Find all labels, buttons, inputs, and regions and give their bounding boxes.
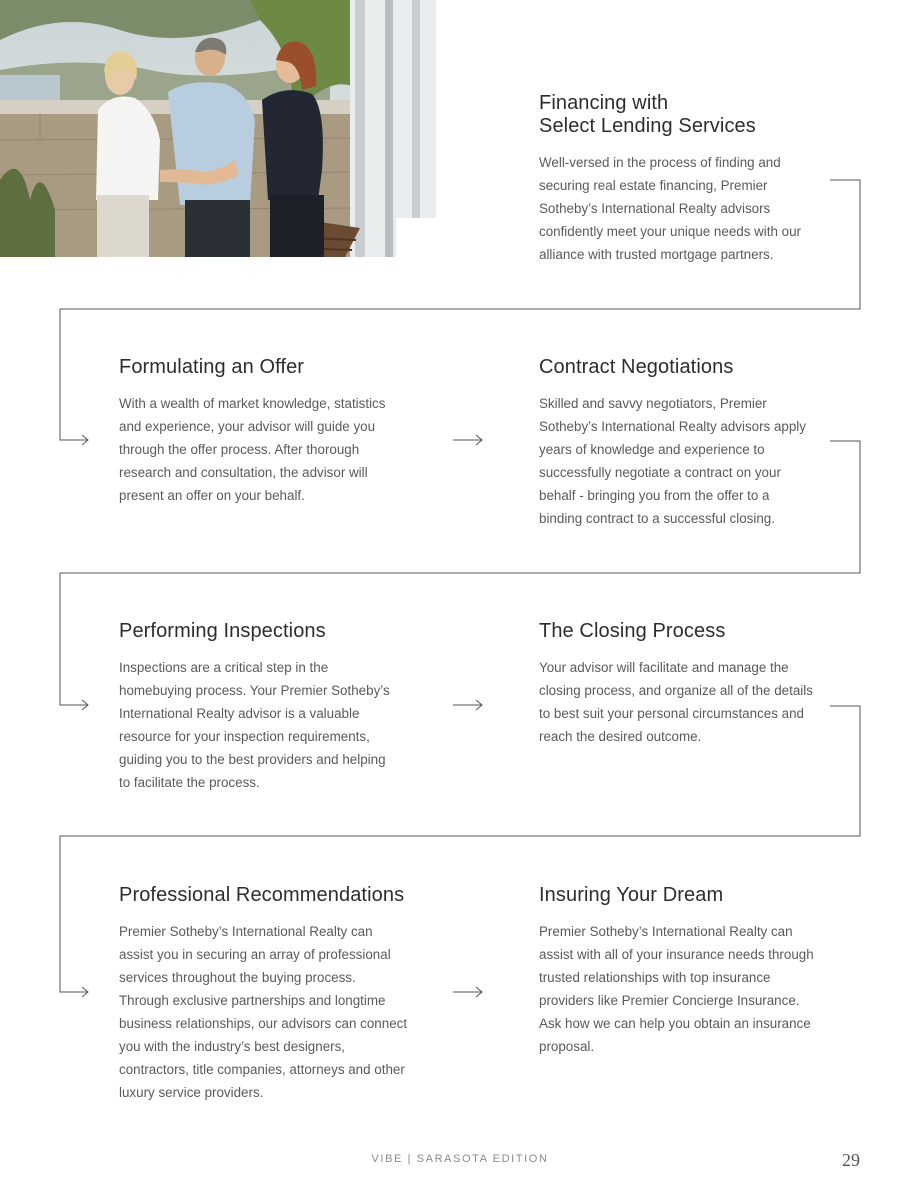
section-title: [539, 92, 829, 138]
arrow-right-icon: [82, 987, 88, 997]
section-professional-recommendations: [119, 884, 409, 1104]
section-performing-inspections: [119, 620, 394, 794]
arrow-right-icon: [82, 700, 88, 710]
section-title: Professional Recommendations: [119, 884, 405, 906]
section-body: Skilled and savvy negotiators, Premier Sotheby’s International Realty advisors apply years of knowledge and experience to successfully negotiate a contract on your behalf - bringing you from the offer to a binding contract to a successful closing.: [539, 396, 806, 526]
section-body: Well-versed in the process of finding and securing real estate financing, Premier Sotheby’s International Realty advisors confidently meet your unique needs with our alliance with trusted mortgage partners.: [539, 155, 802, 262]
section-closing-process: [539, 620, 814, 748]
arrow-right-icon: [476, 700, 482, 710]
section-body: With a wealth of market knowledge, statistics and experience, your advisor will guide you through the offer process. After thorough research and consultation, the advisor will present an offer on your behalf.: [119, 396, 386, 503]
section-body: Inspections are a critical step in the homebuying process. Your Premier Sotheby’s International Realty advisor is a valuable resource for your inspection requirements, guiding you to the best providers and helping to facilitate the process.: [119, 660, 390, 790]
arrow-right-icon: [82, 435, 88, 445]
handshake-photo-illustration: [0, 0, 436, 257]
section-contract-negotiations: [539, 356, 814, 530]
section-title: Performing Inspections: [119, 620, 326, 642]
section-title-line: Financing with: [539, 92, 669, 114]
section-financing: [539, 92, 829, 266]
arrow-right-icon: [476, 987, 482, 997]
section-title: Formulating an Offer: [119, 356, 305, 378]
hero-photo: [0, 0, 436, 257]
section-title: Contract Negotiations: [539, 356, 734, 378]
footer-publication: VIBE | SARASOTA EDITION: [371, 1153, 549, 1165]
photo-corner-cutout: [396, 218, 436, 257]
section-insuring-dream: [539, 884, 814, 1058]
section-body: Premier Sotheby’s International Realty can assist with all of your insurance needs through trusted relationships with top insurance providers like Premier Concierge Insurance. Ask how we can help you obtain an insurance proposal.: [539, 924, 814, 1054]
arrow-right-icon: [476, 435, 482, 445]
section-title: The Closing Process: [539, 620, 726, 642]
section-body: Premier Sotheby’s International Realty can assist you in securing an array of professional services throughout the buying process. Through exclusive partnerships and longtime business relationships, our advisors can connect you with the industry’s best designers, contractors, title companies, attorneys and other luxury service providers.: [119, 924, 408, 1100]
section-body: Your advisor will facilitate and manage the closing process, and organize all of the details to best suit your personal circumstances and reach the desired outcome.: [539, 660, 813, 744]
section-title-line: Select Lending Services: [539, 115, 756, 137]
section-title: Insuring Your Dream: [539, 884, 724, 906]
section-formulating-offer: [119, 356, 394, 507]
page-number: 29: [842, 1150, 860, 1170]
